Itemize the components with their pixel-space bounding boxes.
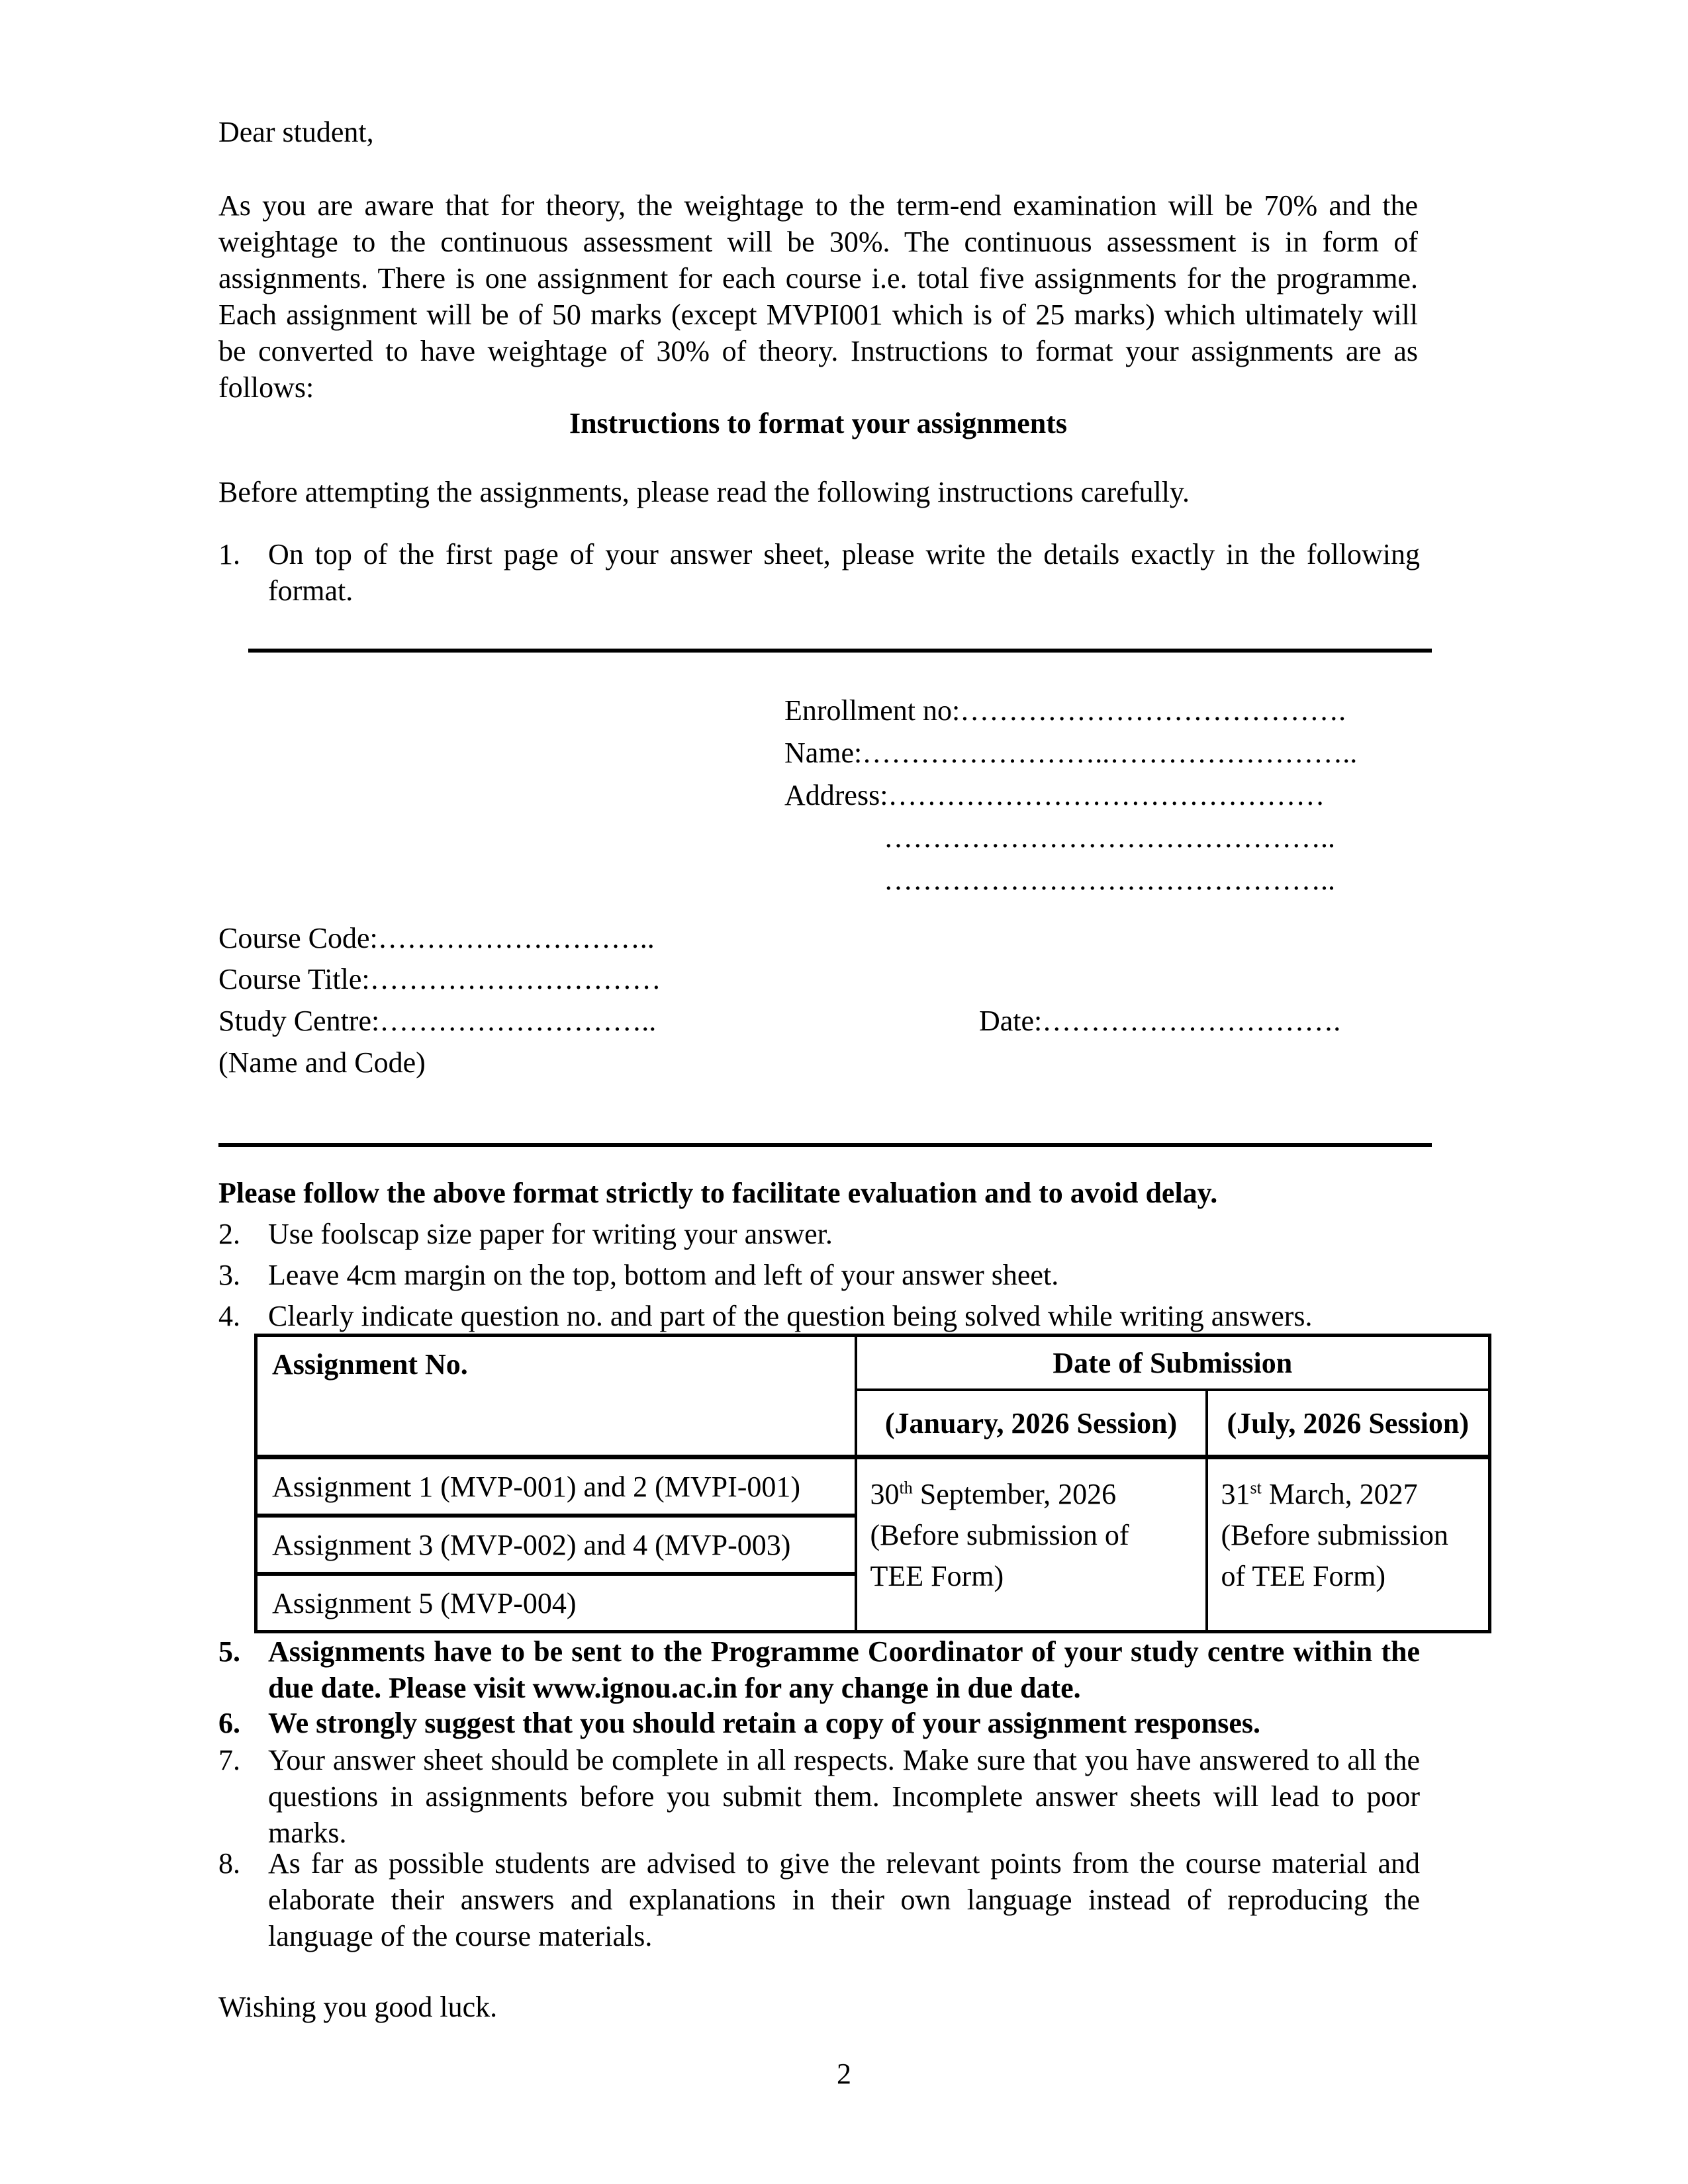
item-8-number: 8. [218,1847,240,1880]
instruction-item-5 [218,1633,1420,1706]
january-note-line1: (Before submission of [870,1519,1129,1551]
july-date-line [1221,1474,1482,1515]
field-course-title: Course Title:………………………… [218,963,661,995]
item-3-number: 3. [218,1259,240,1291]
intro-paragraph: As you are aware that for theory, the weightage to the term-end examination will be 70% and the weightage to the continuous assessment will be 30%. The continuous assessment is in form of assignments. There is one assignment for each course i.e. total five assignments for the programme. Each assignment will be of 50 marks (except MVPI001 which is of 25 marks) which ultimately will be converted to have weightage of 30% of theory. Instructions to format your assignments are as follows: [218,189,1418,404]
item-7-number: 7. [218,1744,240,1776]
table-row [256,1457,1490,1516]
july-note-line1: (Before submission [1221,1519,1448,1551]
field-address: Address:……………………………………… [784,779,1325,811]
field-address-line3: ……………………………………….. [884,864,1335,896]
item-5-number: 5. [218,1635,240,1668]
table-header-january-session: (January, 2026 Session) [856,1390,1207,1457]
section-heading: Instructions to format your assignments [569,407,1068,439]
field-date: Date:…………………………. [979,1005,1341,1037]
name-and-code-note: (Name and Code) [218,1046,426,1079]
table-header-assignment-no: Assignment No. [256,1336,856,1457]
item-2-text: Use foolscap size paper for writing your answer. [268,1218,833,1250]
study-centre-date-row [218,1003,1418,1039]
july-note-line2: of TEE Form) [1221,1560,1385,1592]
instruction-item-7 [218,1742,1420,1851]
field-name: Name:……………………..…………………….. [784,737,1358,769]
table-header-date-of-submission: Date of Submission [856,1336,1490,1390]
july-ordinal: st [1250,1478,1262,1498]
item-4-text: Clearly indicate question no. and part of the question being solved while writing answers. [268,1300,1313,1332]
instruction-item-6 [218,1705,1420,1741]
table-header-row [256,1336,1490,1390]
table-cell-assignment-1-2: Assignment 1 (MVP-001) and 2 (MVPI-001) [256,1457,856,1516]
item-1-number: 1. [218,538,240,570]
separator-line-top [248,649,1432,653]
instruction-item-2 [218,1216,1420,1252]
submission-table [254,1334,1491,1633]
instruction-item-4 [218,1298,1420,1334]
separator-line-bottom [218,1143,1432,1147]
instruction-item-1 [218,536,1420,609]
july-date-rest: March, 2027 [1261,1478,1418,1510]
item-4-number: 4. [218,1300,240,1332]
pre-list-note: Before attempting the assignments, please read the following instructions carefully. [218,476,1190,508]
field-study-centre: Study Centre:……………………….. [218,1005,657,1037]
page-number: 2 [837,2058,851,2090]
item-3-text: Leave 4cm margin on the top, bottom and left of your answer sheet. [268,1259,1059,1291]
item-2-number: 2. [218,1218,240,1250]
january-ordinal: th [899,1478,913,1498]
item-5-text: Assignments have to be sent to the Programme Coordinator of your study centre within the due date. Please visit www.ignou.ac.in for any change in due date. [268,1635,1420,1704]
salutation: Dear student, [218,116,374,148]
table-cell-july-date [1207,1457,1490,1632]
table-header-july-session: (July, 2026 Session) [1207,1390,1490,1457]
field-address-line2: ……………………………………….. [884,821,1335,854]
instruction-item-3 [218,1257,1420,1293]
item-7-text: Your answer sheet should be complete in all respects. Make sure that you have answered to all the questions in assignments before you submit them. Incomplete answer sheets will lead to poor marks. [268,1744,1420,1849]
table-cell-assignment-3-4: Assignment 3 (MVP-002) and 4 (MVP-003) [256,1516,856,1574]
table-cell-assignment-5: Assignment 5 (MVP-004) [256,1574,856,1632]
item-1-text: On top of the first page of your answer sheet, please write the details exactly in the following format. [268,538,1420,607]
submission-table-wrapper [254,1334,1491,1633]
closing-line: Wishing you good luck. [218,1991,498,2023]
instruction-item-8 [218,1845,1420,1954]
item-6-text: We strongly suggest that you should retain a copy of your assignment responses. [268,1707,1261,1739]
january-day: 30 [870,1478,900,1510]
item-6-number: 6. [218,1707,240,1739]
july-day: 31 [1221,1478,1250,1510]
format-warning-note: Please follow the above format strictly to facilitate evaluation and to avoid delay. [218,1177,1218,1209]
january-note-line2: TEE Form) [870,1560,1004,1592]
january-date-rest: September, 2026 [912,1478,1117,1510]
january-date-line [870,1474,1199,1515]
field-enrollment-no: Enrollment no:…………………………………. [784,694,1346,727]
table-cell-january-date [856,1457,1207,1632]
item-8-text: As far as possible students are advised to give the relevant points from the course material and elaborate their answers and explanations in their own language instead of reproducing the language of the course materials. [268,1847,1420,1952]
field-course-code: Course Code:……………………….. [218,922,655,954]
